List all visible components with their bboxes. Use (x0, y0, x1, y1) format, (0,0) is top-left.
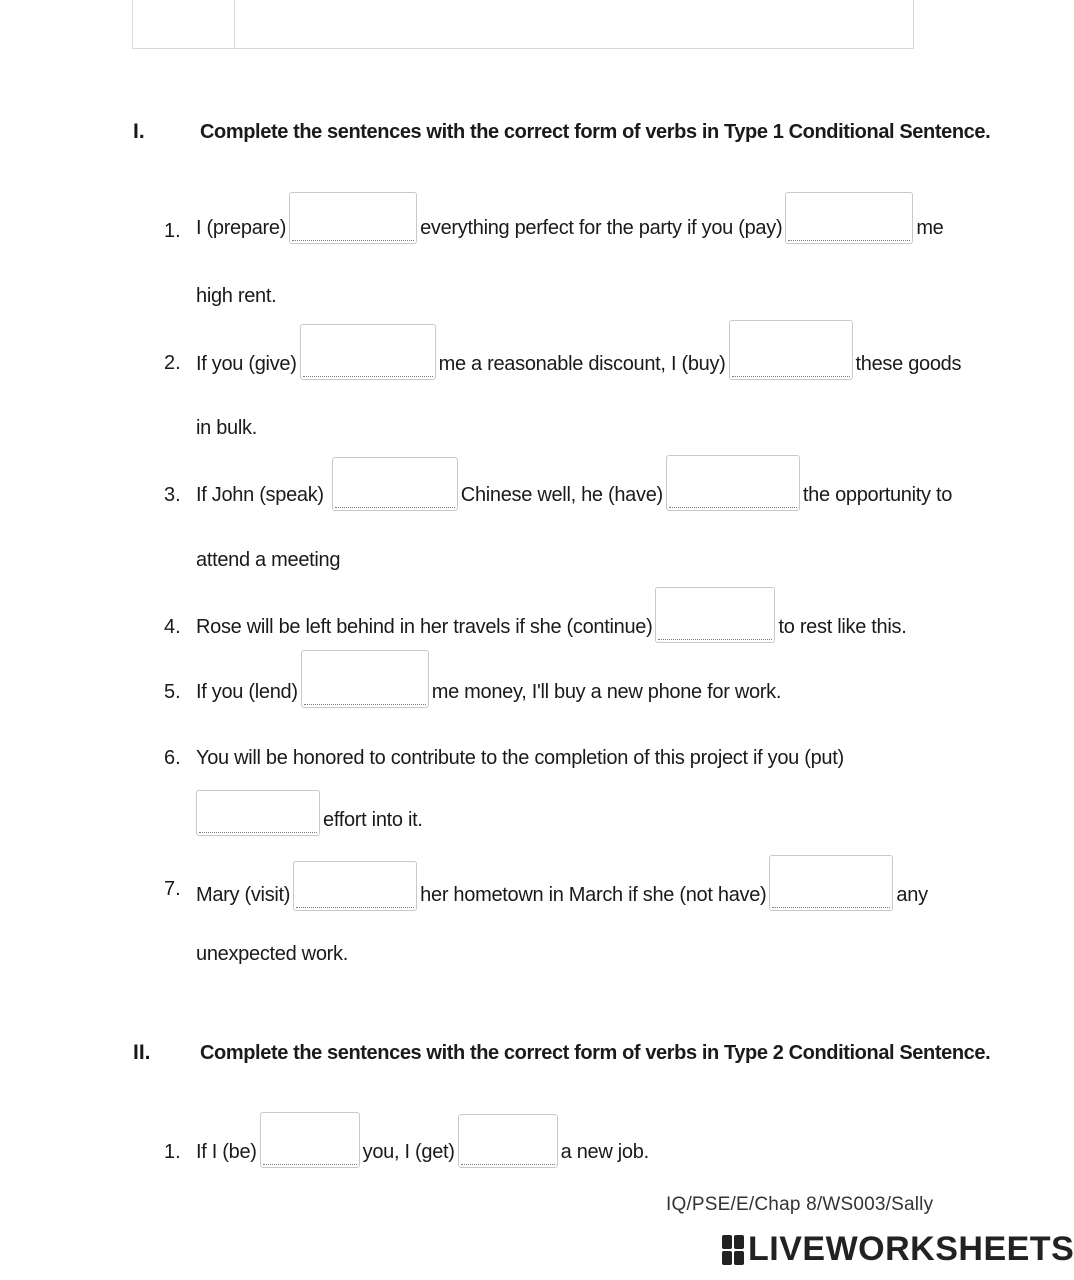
item-number: 2. (164, 352, 181, 374)
sentence-continuation: in bulk. (196, 417, 257, 439)
item-number: 6. (164, 747, 181, 769)
logo-icon (722, 1235, 744, 1265)
answer-blank[interactable] (196, 790, 320, 836)
sentence-text: any (896, 884, 928, 906)
sentence-text: Chinese well, he (have) (460, 484, 663, 506)
table-divider (234, 0, 235, 48)
section-1-number: I. (133, 120, 145, 143)
sentence-text: me a reasonable discount, I (buy) (438, 353, 726, 375)
sentence-continuation: unexpected work. (196, 943, 348, 965)
answer-blank[interactable] (785, 192, 913, 244)
answer-blank[interactable] (301, 650, 429, 708)
answer-blank[interactable] (332, 457, 458, 511)
sentence-text: to rest like this. (778, 616, 907, 638)
sentence-text: Mary (visit) (196, 884, 291, 906)
sentence-text: effort into it. (323, 809, 423, 831)
answer-blank[interactable] (729, 320, 853, 380)
sentence-5 (196, 650, 781, 708)
sentence-2 (196, 320, 961, 380)
sentence-4 (196, 587, 906, 643)
item-number: 5. (164, 681, 181, 703)
header-table (132, 0, 914, 49)
sentence-text: me (916, 217, 944, 239)
sentence-text: I (prepare) (196, 217, 287, 239)
item-number: 7. (164, 878, 181, 900)
answer-blank[interactable] (458, 1114, 558, 1168)
answer-blank[interactable] (769, 855, 893, 911)
sentence-text: If I (be) (196, 1141, 257, 1163)
sentence-text: If you (give) (196, 353, 297, 375)
sentence-3 (196, 455, 952, 511)
sentence-text: these goods (855, 353, 962, 375)
sentence-1 (196, 192, 944, 244)
answer-blank[interactable] (289, 192, 417, 244)
worksheet-code: IQ/PSE/E/Chap 8/WS003/Sally (666, 1194, 934, 1215)
sentence-text: If you (lend) (196, 681, 298, 703)
sentence-continuation: high rent. (196, 285, 277, 307)
section-2-heading: Complete the sentences with the correct form of verbs in Type 2 Conditional Sentence. (200, 1042, 991, 1064)
sentence-text: everything perfect for the party if you (pay) (420, 217, 783, 239)
sentence-text: a new job. (560, 1141, 649, 1163)
sentence-continuation: attend a meeting (196, 549, 341, 571)
liveworksheets-logo (722, 1230, 1074, 1269)
sentence-text: Rose will be left behind in her travels if she (continue) (196, 616, 653, 638)
sentence-6-continuation (196, 790, 423, 836)
section-2-number: II. (133, 1041, 151, 1064)
sentence-text: her hometown in March if she (not have) (420, 884, 767, 906)
item-number: 3. (164, 484, 181, 506)
section-1-heading: Complete the sentences with the correct form of verbs in Type 1 Conditional Sentence. (200, 121, 991, 143)
item-number: 1. (164, 220, 181, 242)
sentence-text: me money, I'll buy a new phone for work. (431, 681, 782, 703)
brand-name: LIVEWORKSHEETS (748, 1230, 1074, 1268)
answer-blank[interactable] (666, 455, 800, 511)
sentence-text: the opportunity to (802, 484, 953, 506)
item-number: 4. (164, 616, 181, 638)
answer-blank[interactable] (260, 1112, 360, 1168)
item-number: 1. (164, 1141, 181, 1163)
sentence-ii-1 (196, 1112, 649, 1168)
sentence-text: you, I (get) (362, 1141, 455, 1163)
answer-blank[interactable] (293, 861, 417, 911)
answer-blank[interactable] (655, 587, 775, 643)
sentence-text: If John (speak) (196, 484, 324, 506)
answer-blank[interactable] (300, 324, 436, 380)
sentence-6: You will be honored to contribute to the completion of this project if you (put) (196, 747, 844, 769)
sentence-7 (196, 855, 928, 911)
